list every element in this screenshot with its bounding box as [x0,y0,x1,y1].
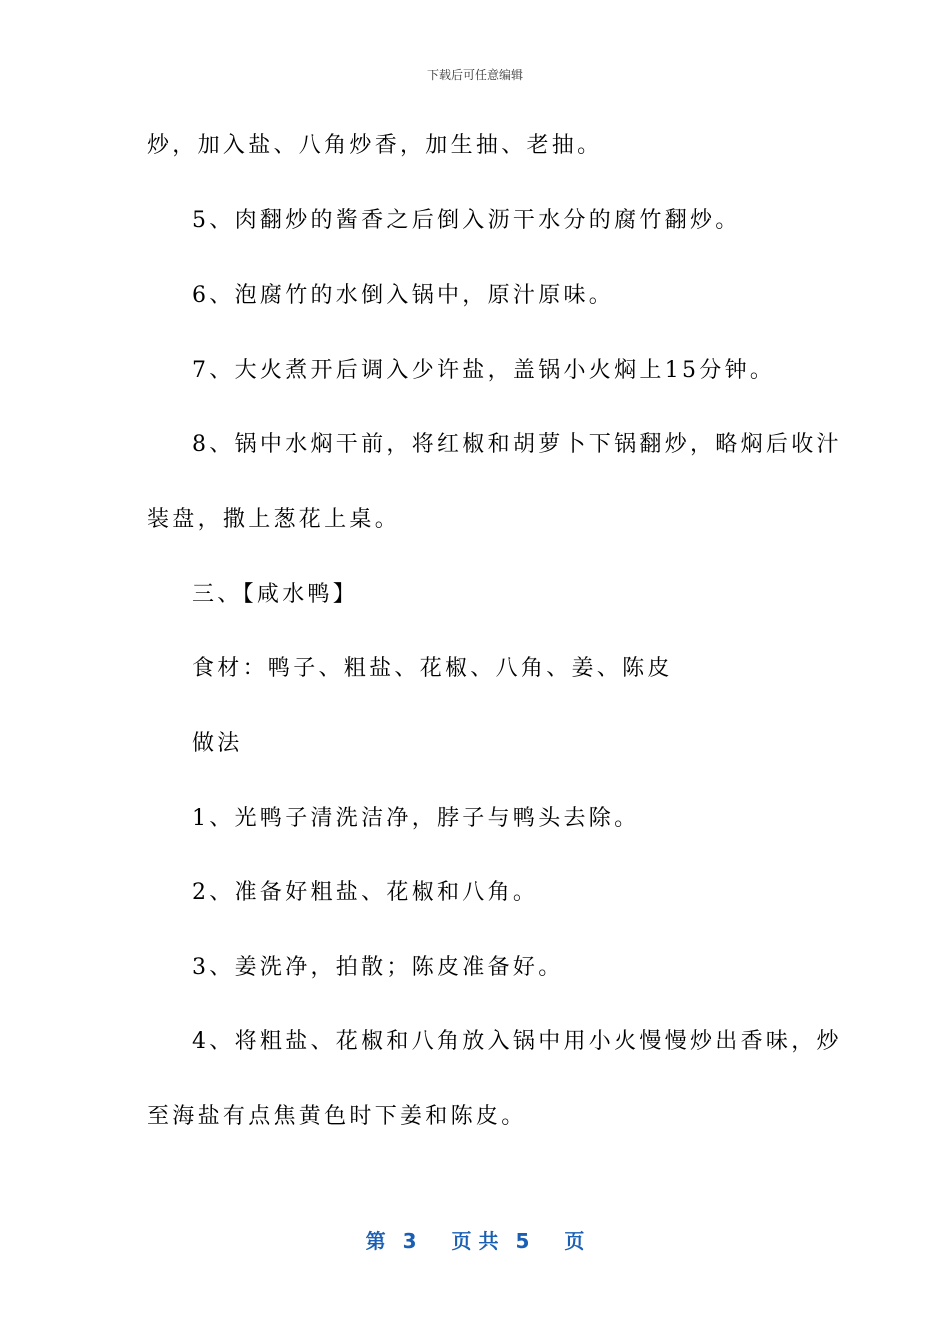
footer-pages-label: 页 [564,1229,585,1253]
footer-total-pages: 5 [515,1229,530,1253]
paragraph-line: 8、锅中水焖干前，将红椒和胡萝卜下锅翻炒，略焖后收汁 [192,432,842,457]
footer-current-page: 3 [402,1229,417,1253]
page-header: 下载后可任意编辑 [426,68,523,82]
step-line: 2、准备好粗盐、花椒和八角。 [192,880,539,905]
paragraph-line: 5、肉翻炒的酱香之后倒入沥干水分的腐竹翻炒。 [192,208,741,233]
step-line: 3、姜洗净，拍散；陈皮准备好。 [192,955,564,980]
page-footer [0,1225,950,1254]
paragraph-line: 6、泡腐竹的水倒入锅中，原汁原味。 [192,283,615,308]
step-line: 至海盐有点焦黄色时下姜和陈皮。 [147,1104,527,1129]
step-line: 4、将粗盐、花椒和八角放入锅中用小火慢慢炒出香味，炒 [192,1029,842,1054]
section-heading: 三、【咸水鸭】 [192,582,359,607]
footer-of-label: 页 共 [451,1229,499,1253]
paragraph-line: 7、大火煮开后调入少许盐，盖锅小火焖上15分钟。 [192,358,776,383]
method-heading: 做法 [192,731,243,756]
paragraph-line: 装盘，撒上葱花上桌。 [147,507,401,532]
step-line: 1、光鸭子清洗洁净，脖子与鸭头去除。 [192,806,640,831]
paragraph-line: 炒，加入盐、八角炒香，加生抽、老抽。 [147,133,603,158]
ingredients-line: 食材：鸭子、粗盐、花椒、八角、姜、陈皮 [192,656,673,681]
footer-page-label: 第 [365,1229,386,1253]
